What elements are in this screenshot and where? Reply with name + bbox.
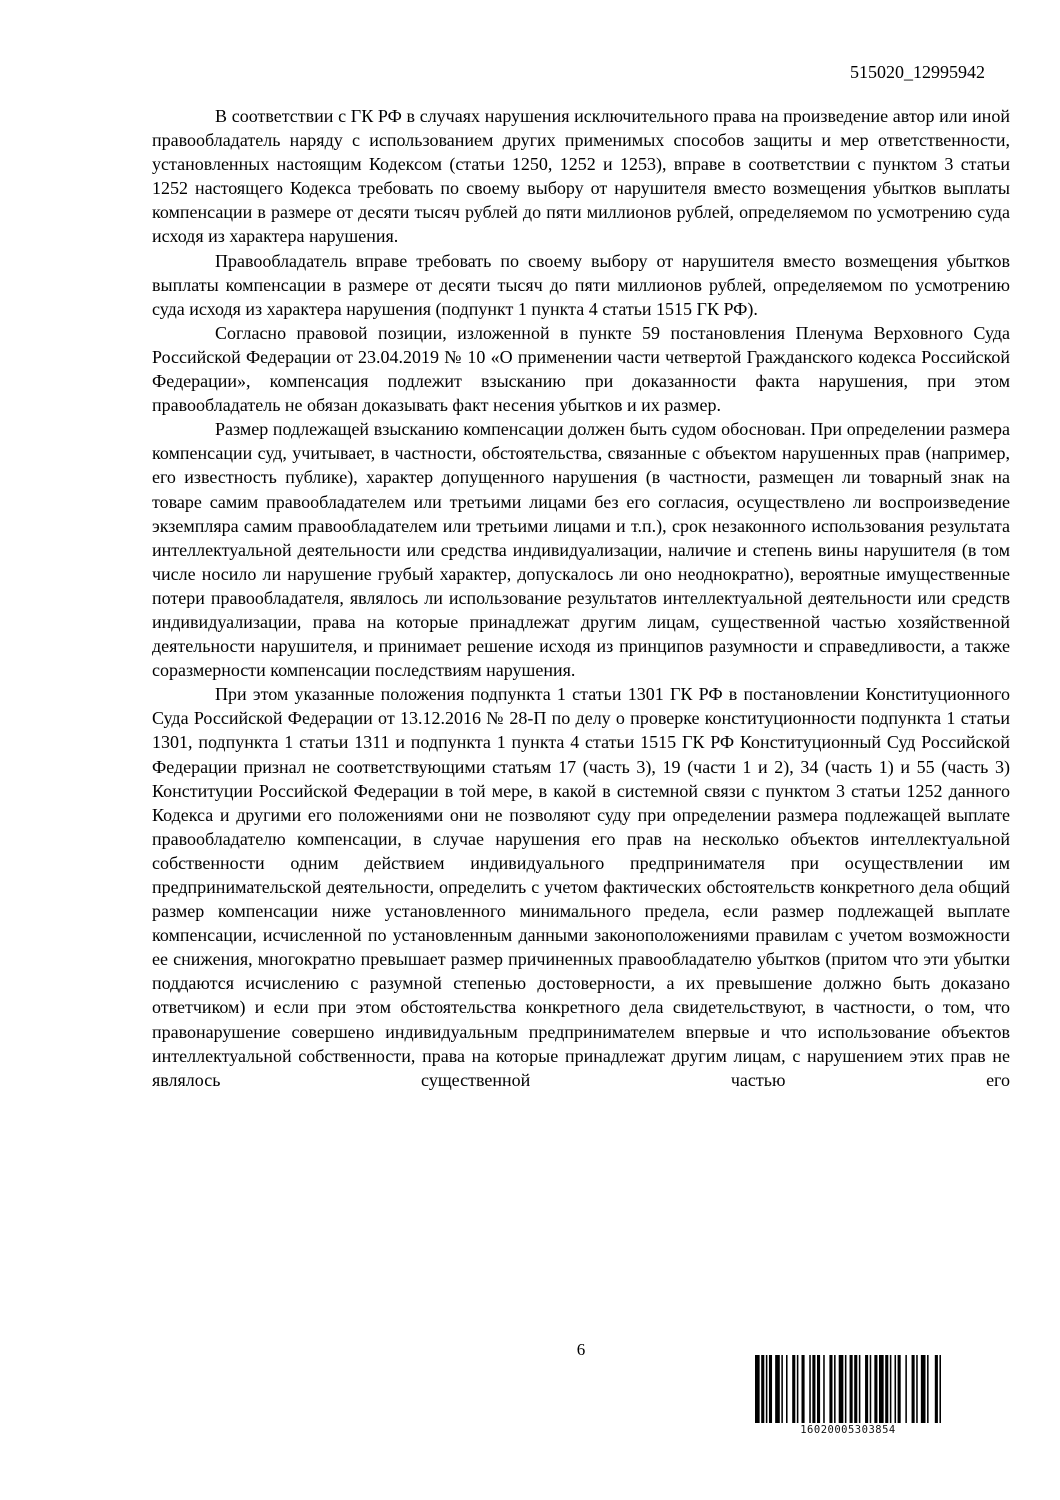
barcode-image [755,1355,941,1423]
barcode [755,1355,941,1436]
paragraph: Размер подлежащей взысканию компенсации должен быть судом обоснован. При определении размера компенсации суд, учитывает, в частности, обстоятельства, связанные с объектом нарушенных прав (например, его известность публике), характер допущенного нарушения (в частности, размещен ли товарный знак на товаре самим правообладателем или третьими лицами без его согласия, осуществлено ли воспроизведение экземпляра самим правообладателем или третьими лицами и т.п.), срок незаконного использования результата интеллектуальной деятельности или средства индивидуализации, наличие и степень вины нарушителя (в том числе носило ли нарушение грубый характер, допускалось ли оно неоднократно), вероятные имущественные потери правообладателя, являлось ли использование результатов интеллектуальной деятельности или средств индивидуализации, права на которые принадлежат другим лицам, существенной частью хозяйственной деятельности нарушителя, и принимает решение исходя из принципов разумности и справедливости, а также соразмерности компенсации последствиям нарушения. [152,419,1010,681]
paragraph: Правообладатель вправе требовать по своему выбору от нарушителя вместо возмещения убытков выплаты компенсации в размере от десяти тысяч до пяти миллионов рублей, определяемом по усмотрению суда исходя из характера нарушения (подпункт 1 пункта 4 статьи 1515 ГК РФ). [152,250,1010,319]
paragraph: В соответствии с ГК РФ в случаях нарушения исключительного права на произведение автор или иной правообладатель наряду с использованием других применимых способов защиты и мер ответственности, установленных настоящим Кодексом (статьи 1250, 1252 и 1253), вправе в соответствии с пунктом 3 статьи 1252 настоящего Кодекса требовать по своему выбору от нарушителя вместо возмещения убытков выплаты компенсации в размере от десяти тысяч рублей до пяти миллионов рублей, определяемом по усмотрению суда исходя из характера нарушения. [152,106,1010,247]
document-id: 515020_12995942 [850,62,985,82]
document-body [152,104,1010,1092]
paragraph: Согласно правовой позиции, изложенной в пункте 59 постановления Пленума Верховного Суда Российской Федерации от 23.04.2019 № 10 «О применении части четвертой Гражданского кодекса Российской Федерации», компенсация подлежит взысканию при доказанности факта нарушения, при этом правообладатель не обязан доказывать факт несения убытков и их размер. [152,322,1010,416]
paragraph: При этом указанные положения подпункта 1 статьи 1301 ГК РФ в постановлении Конституционного Суда Российской Федерации от 13.12.2016 № 28-П по делу о проверке конституционности подпункта 1 статьи 1301, подпункта 1 статьи 1311 и подпункта 1 пункта 4 статьи 1515 ГК РФ Конституционный Суд Российской Федерации признал не соответствующими статьям 17 (часть 3), 19 (части 1 и 2), 34 (часть 1) и 55 (часть 3) Конституции Российской Федерации в той мере, в какой в системной связи с пунктом 3 статьи 1252 данного Кодекса и другими его положениями они не позволяют суду при определении размера подлежащей выплате правообладателю компенсации, в случае нарушения его прав на несколько объектов интеллектуальной собственности одним действием индивидуального предпринимателя при осуществлении им предпринимательской деятельности, определить с учетом фактических обстоятельств конкретного дела общий размер компенсации ниже установленного минимального предела, если размер подлежащей выплате компенсации, исчисленной по установленным данными законоположениями правилам с учетом возможности ее снижения, многократно превышает размер причиненных правообладателю убытков (притом что эти убытки поддаются исчислению с разумной степенью достоверности, а их превышение должно быть доказано ответчиком) и если при этом обстоятельства конкретного дела свидетельствуют, в частности, о том, что правонарушение совершено индивидуальным предпринимателем впервые и что использование объектов интеллектуальной собственности, права на которые принадлежат другим лицам, с нарушением этих прав не являлось существенной частью его [152,684,1010,1090]
page-number: 6 [576,1340,586,1359]
barcode-number: 16020005303854 [800,1424,896,1436]
